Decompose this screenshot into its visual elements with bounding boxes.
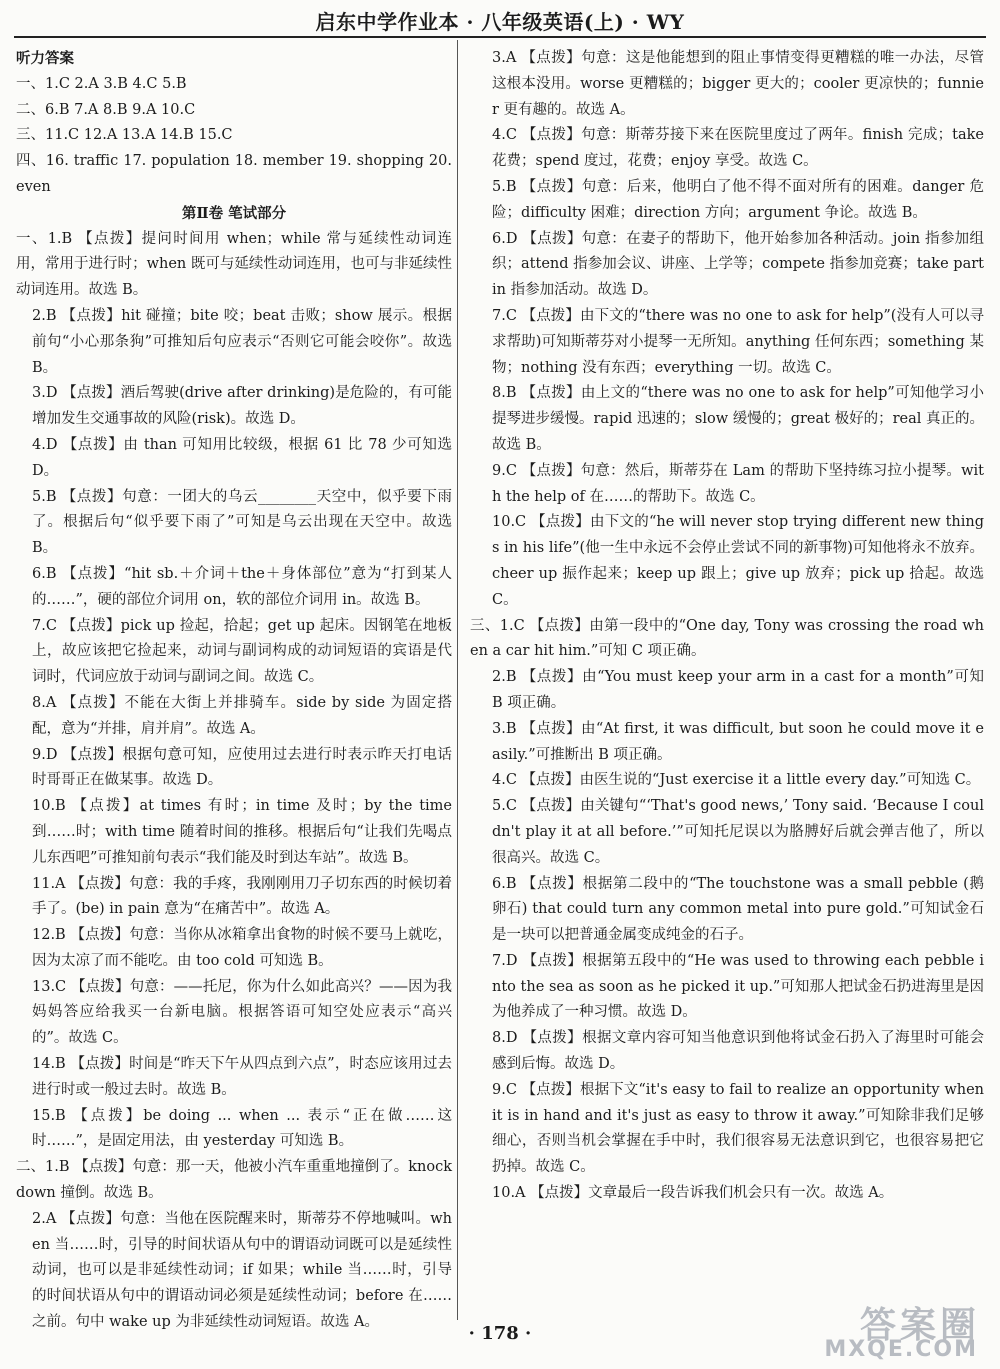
- right-answer-line: 3.B 【点拨】由“At first, it was difficult, but soon he could move it easily.”可推断出 B 项正确。: [492, 720, 984, 763]
- right-answer-line: 10.C 【点拨】由下文的“he will never stop trying different new things in his life”(他一生中永远不会停止尝试不同的新事物)可知他将永不放弃。cheer up 振作起来；keep up 跟上；give up 放弃；pick up 拾起。故选 C。: [492, 514, 984, 608]
- left-answer-line: 13.C 【点拨】句意：——托尼，你为什么如此高兴？——因为我妈妈答应给我买一台新电脑。根据答语可知空处应表示“高兴的”。故选 C。: [32, 978, 452, 1047]
- right-answer-line: 三、1.C 【点拨】由第一段中的“One day, Tony was crossing the road when a car hit him.”可知 C 项正确。: [470, 617, 984, 660]
- left-answer-line: 12.B 【点拨】句意：当你从冰箱拿出食物的时候不要马上就吃，因为太凉了而不能吃。由 too cold 可知选 B。: [32, 927, 452, 969]
- left-answer-line: 4.D 【点拨】由 than 可知用比较级，根据 61 比 78 少可知选 D。: [32, 436, 452, 479]
- left-answer-line: 9.D 【点拨】根据句意可知，应使用过去进行时表示昨天打电话时哥哥正在做某事。故选 D。: [32, 746, 452, 789]
- right-answer-line: 4.C 【点拨】由医生说的“Just exercise it a little every day.”可知选 C。: [492, 772, 981, 789]
- book-title: 启东中学作业本 · 八年级英语(上) · WY: [315, 10, 685, 34]
- left-answer-line: 四、16. traffic 17. population 18. member 19. shopping 20. even: [16, 153, 452, 195]
- right-answer-line: 6.B 【点拨】根据第二段中的“The touchstone was a small pebble (鹅卵石) that could turn any common metal into pure gold.”可知试金石是一块可以把普通金属变成纯金的石子。: [492, 875, 984, 944]
- left-answer-line: 6.B 【点拨】“hit sb.＋介词＋the＋身体部位”意为“打到某人的……”，硬的部位介词用 on，软的部位介词用 in。故选 B。: [32, 565, 452, 608]
- right-answer-line: 2.B 【点拨】由“You must keep your arm in a cast for a month”可知 B 项正确。: [492, 669, 984, 711]
- right-column: [470, 46, 984, 1207]
- left-answer-line: 5.B 【点拨】句意：一团大的乌云________天空中，似乎要下雨了。根据后句“似乎要下雨了”可知是乌云出现在天空中。故选 B。: [32, 488, 452, 557]
- right-answer-line: 5.B 【点拨】句意：后来，他明白了他不得不面对所有的困难。danger 危险；difficulty 困难；direction 方向；argument 争论。故选 B。: [492, 178, 984, 221]
- column-divider: [457, 40, 458, 1320]
- left-answer-line: 14.B 【点拨】时间是“昨天下午从四点到六点”，时态应该用过去进行时或一般过去时。故选 B。: [32, 1056, 452, 1098]
- left-answer-line: 8.A 【点拨】不能在大街上并排骑车。side by side 为固定搭配，意为“并排，肩并肩”。故选 A。: [32, 694, 452, 737]
- left-answer-line: 第Ⅱ卷 笔试部分: [181, 204, 287, 222]
- left-answer-line: 二、1.B 【点拨】句意：那一天，他被小汽车重重地撞倒了。knock down 撞倒。故选 B。: [16, 1159, 452, 1202]
- right-answer-line: 9.C 【点拨】句意：然后，斯蒂芬在 Lam 的帮助下坚持练习拉小提琴。with the help of 在……的帮助下。故选 C。: [492, 462, 984, 505]
- left-answer-line: 3.D 【点拨】酒后驾驶(drive after drinking)是危险的，有可能增加发生交通事故的风险(risk)。故选 D。: [32, 385, 452, 428]
- left-answer-line: 三、11.C 12.A 13.A 14.B 15.C: [16, 127, 233, 144]
- left-answer-line: 二、6.B 7.A 8.B 9.A 10.C: [16, 101, 196, 118]
- page-header: [0, 0, 1000, 40]
- left-answer-line: 2.A 【点拨】句意：当他在医院醒来时，斯蒂芬不停地喊叫。when 当……时，引导的时间状语从句中的谓语动词既可以是延续性动词，也可以是非延续性动词；if 如果；while 当……时，引导的时间状语从句中的谓语动词必须是延续性动词；before 在……之前。句中 wake up 为非延续性动词短语。故选 A。: [32, 1210, 452, 1331]
- header-rule: [14, 36, 986, 38]
- left-column: [16, 46, 452, 1336]
- left-answer-line: 听力答案: [16, 50, 74, 67]
- right-answer-line: 4.C 【点拨】句意：斯蒂芬接下来在医院里度过了两年。finish 完成；take 花费；spend 度过，花费；enjoy 享受。故选 C。: [492, 127, 984, 170]
- right-answer-line: 10.A 【点拨】文章最后一段告诉我们机会只有一次。故选 A。: [492, 1185, 894, 1202]
- right-answer-line: 6.D 【点拨】句意：在妻子的帮助下，他开始参加各种活动。join 指参加组织；attend 指参加会议、讲座、上学等；compete 指参加竞赛；take part in 指参加活动。故选 D。: [492, 230, 984, 299]
- left-answer-line: 2.B 【点拨】hit 碰撞；bite 咬；beat 击败；show 展示。根据前句“小心那条狗”可推知后句应表示“否则它可能会咬你”。故选 B。: [32, 307, 452, 376]
- watermark-text: 答案圈: [859, 1305, 980, 1346]
- right-answer-line: 8.B 【点拨】由上文的“there was no one to ask for help”可知他学习小提琴进步缓慢。rapid 迅速的；slow 缓慢的；great 极好的；real 真正的。故选 B。: [492, 385, 984, 453]
- right-answer-line: 7.D 【点拨】根据第五段中的“He was used to throwing each pebble into the sea as soon as he picked it up.”可知那人把试金石扔进海里是因为他养成了一种习惯。故选 D。: [492, 952, 984, 1021]
- watermark-logo: [790, 1297, 990, 1361]
- right-answer-line: 5.C 【点拨】由关键句“‘That's good news,’ Tony said. ‘Because I couldn't play it at all before.’”可知托尼误以为胳膊好后就会弹吉他了，所以很高兴。故选 C。: [492, 798, 984, 866]
- page-number: · 178 ·: [468, 1323, 532, 1344]
- left-answer-line: 一、1.B 【点拨】提问时间用 when；while 常与延续性动词连用，常用于进行时；when 既可与延续性动词连用，也可与非延续性动词连用。故选 B。: [16, 230, 452, 299]
- watermark-url: MXQE.COM: [824, 1337, 978, 1362]
- left-answer-line: 15.B 【点拨】be doing ... when ... 表示“正在做……这时……”，是固定用法，由 yesterday 可知选 B。: [32, 1107, 452, 1150]
- left-answer-line: 一、1.C 2.A 3.B 4.C 5.B: [16, 75, 187, 92]
- right-answer-line: 8.D 【点拨】根据文章内容可知当他意识到他将试金石扔入了海里时可能会感到后悔。故选 D。: [492, 1030, 984, 1073]
- left-answer-line: 11.A 【点拨】句意：我的手疼，我刚刚用刀子切东西的时候切着手了。(be) in pain 意为“在痛苦中”。故选 A。: [32, 875, 452, 918]
- right-answer-line: 3.A 【点拨】句意：这是他能想到的阻止事情变得更糟糕的唯一办法，尽管这根本没用。worse 更糟糕的；bigger 更大的；cooler 更凉快的；funnier 更有趣的。故选 A。: [492, 50, 984, 118]
- right-answer-line: 7.C 【点拨】由下文的“there was no one to ask for help”(没有人可以寻求帮助)可知斯蒂芬对小提琴一无所知。anything 任何东西；something 某物；nothing 没有东西；everything 一切。故选 C。: [492, 307, 984, 376]
- left-answer-line: 10.B 【点拨】at times 有时；in time 及时；by the time 到……时；with time 随着时间的推移。根据后句“让我们先喝点儿东西吧”可推知前句表示“我们能及时到达车站”。故选 B。: [32, 798, 452, 866]
- left-answer-line: 7.C 【点拨】pick up 捡起，拾起；get up 起床。因钢笔在地板上，故应该把它捡起来，动词与副词构成的动词短语的宾语是代词时，代词应放于动词与副词之间。故选 C。: [32, 617, 452, 686]
- right-answer-line: 9.C 【点拨】根据下文“it's easy to fail to realize an opportunity when it is in hand and it's just as easy to throw it away.”可知除非我们足够细心，否则当机会掌握在手中时，我们很容易无法意识到它，也很容易把它扔掉。故选 C。: [492, 1081, 984, 1176]
